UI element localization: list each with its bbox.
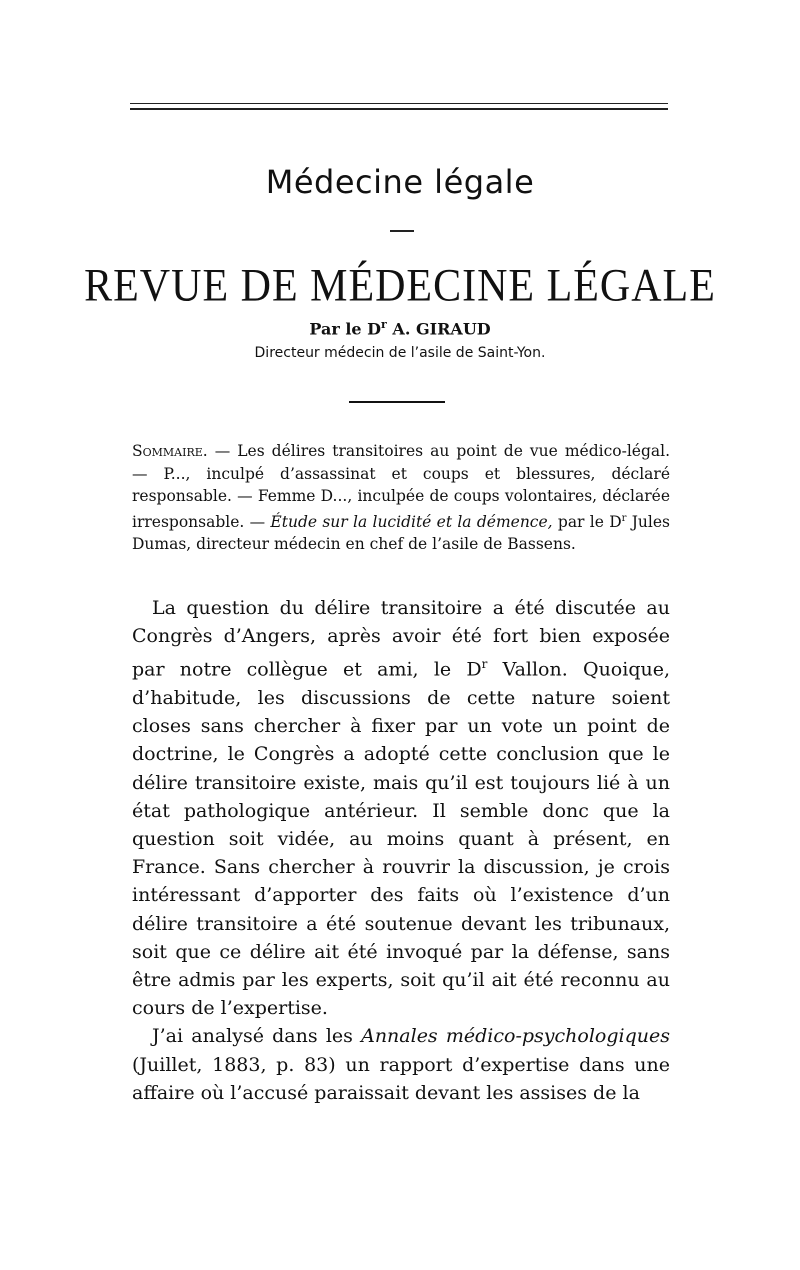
byline-prefix: Par le D <box>309 319 382 339</box>
summary-sup: r <box>621 512 627 524</box>
paragraph-2-text-a: J’ai analysé dans les <box>152 1025 362 1048</box>
paragraph-2 <box>132 1022 670 1107</box>
article-title: REVUE DE MÉDECINE LÉGALE <box>84 260 716 312</box>
paragraph-2-italic: Annales médico-psychologiques <box>361 1025 670 1048</box>
author-affiliation: Directeur médecin de l’asile de Saint-Yon. <box>254 345 546 361</box>
summary-italic: Étude sur la lucidité et la démence, <box>270 512 553 531</box>
paragraph-2-text-b: (Juillet, 1883, p. 83) un rapport d’expertise dans une affaire où l’accusé paraissait devant les assises de la <box>132 1053 670 1104</box>
title-dash <box>390 230 414 232</box>
summary-text-2: par le D <box>552 512 622 531</box>
byline-sup: r <box>381 318 387 331</box>
separator-rule <box>349 401 445 403</box>
paragraph-1 <box>132 594 670 1022</box>
paragraph-1-sup: r <box>481 657 488 672</box>
summary-block <box>132 440 670 556</box>
section-title: Médecine légale <box>265 163 535 201</box>
byline <box>0 318 800 338</box>
top-rule-thick <box>130 108 668 110</box>
body-text <box>132 594 670 1107</box>
summary-text-3: Jules Dumas, directeur médecin en chef de l’asile de Bassens. <box>132 512 671 554</box>
paragraph-1-text-b: Vallon. Quoique, d’habitude, les discussions de cette nature soient closes sans chercher à fixer par un vote un point de doctrine, le Congrès a adopté cette conclusion que le délire transitoire existe, mais qu’il est toujours lié à un état pathologique antérieur. Il semble donc que la question soit vidée, au moins quant à présent, en France. Sans chercher à rouvrir la discussion, je crois intéressant d’apporter des faits où l’existence d’un délire transitoire a été soutenue devant les tribunaux, soit que ce délire ait été invoqué par la défense, sans être admis par les experts, soit qu’il ait été reconnu au cours de l’expertise. <box>132 658 671 1020</box>
summary-label: Sommaire. <box>132 442 208 460</box>
summary-text-1: — Les délires transitoires au point de vue médico-légal. — P..., inculpé d’assassinat et coups et blessures, déclaré responsable. — Femme D..., inculpée de coups volontaires, déclarée irresponsable. — <box>132 442 670 531</box>
byline-author: A. GIRAUD <box>386 319 491 339</box>
paragraph-1-text-a: La question du délire transitoire a été discutée au Congrès d’Angers, après avoir été fort bien exposée par notre collègue et ami, le D <box>132 597 670 681</box>
top-rule-thin <box>130 103 668 104</box>
